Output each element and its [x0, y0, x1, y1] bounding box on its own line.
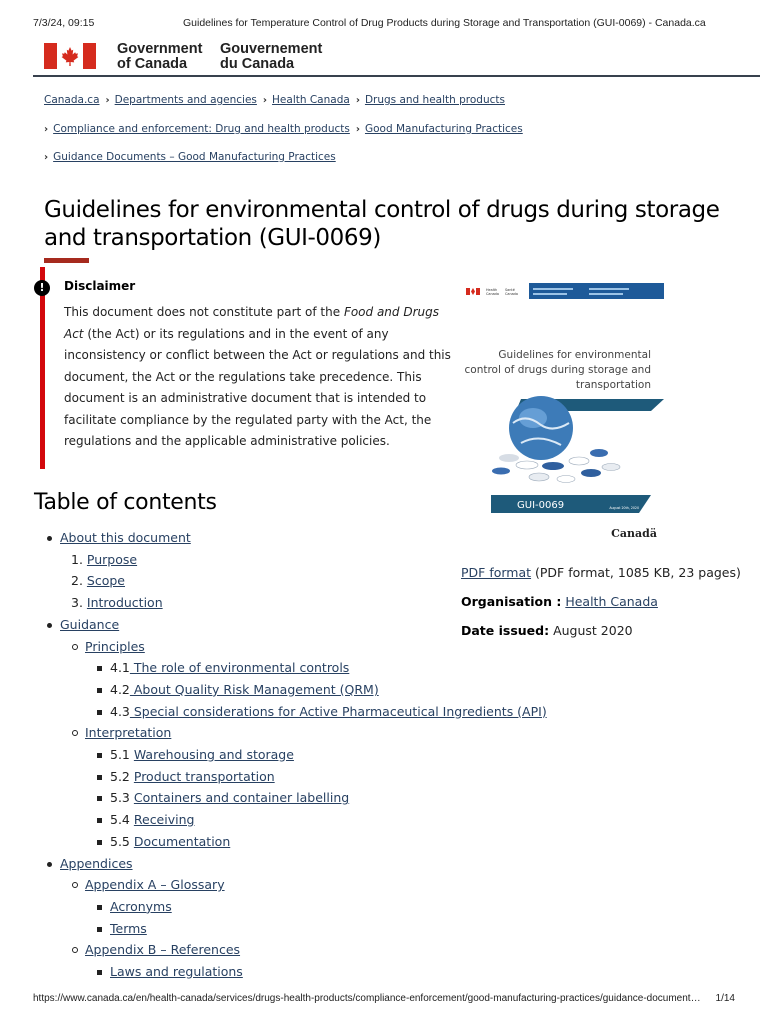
cover-date: August 20th, 2020	[609, 506, 639, 510]
date-issued-line	[461, 623, 633, 638]
goc-wordmark-en	[117, 42, 202, 72]
breadcrumb-canada-ca[interactable]: Canada.ca	[44, 94, 100, 106]
chevron-right-icon: ›	[105, 95, 110, 106]
disclaimer-text-end: (the Act) or its regulations and in the event of any inconsistency or conflict between the Act or regulations and this document, the Act or the regulations take precedence. This document is an administrative document that is intended to facilitate compliance by the regulated party with the Act, the regulations and the applicable administrative policies.	[64, 326, 451, 448]
toc-link[interactable]: Receiving	[133, 812, 195, 828]
bullet-circle-icon	[72, 730, 78, 736]
pdf-format-link[interactable]: PDF format	[461, 565, 532, 580]
toc-link[interactable]: Principles	[85, 638, 145, 654]
breadcrumb-departments[interactable]: Departments and agencies	[114, 94, 257, 106]
toc-link[interactable]: Containers and container labelling	[133, 790, 350, 806]
toc-item	[71, 595, 163, 610]
chevron-right-icon: ›	[262, 95, 268, 106]
toc-number: 1.	[71, 551, 83, 567]
toc-item	[110, 964, 243, 979]
toc-item	[85, 725, 171, 740]
toc-link[interactable]: Guidance	[60, 616, 120, 632]
organisation-link[interactable]: Health Canada	[565, 594, 658, 609]
goc-fr-line2: du Canada	[220, 56, 295, 72]
print-datetime: 7/3/24, 09:15	[33, 17, 95, 29]
bullet-disc-icon	[47, 536, 52, 541]
toc-item	[85, 639, 145, 654]
toc-link[interactable]: Appendix B – References	[85, 942, 241, 958]
toc-number: 4.2	[110, 681, 130, 697]
print-url: https://www.canada.ca/en/health-canada/services/drugs-health-products/compliance-enforcement/good-manufacturing-practices/guidance-document…	[33, 993, 701, 1004]
bullet-square-icon	[97, 796, 102, 801]
toc-number: 4.1	[110, 660, 130, 676]
bullet-disc-icon	[47, 862, 52, 867]
cover-dept-1: Health	[486, 288, 498, 292]
toc-link[interactable]: Introduction	[86, 595, 163, 611]
toc-link[interactable]: Documentation	[133, 833, 231, 849]
print-footer	[33, 993, 735, 1007]
toc-item	[110, 769, 275, 784]
breadcrumb-row-2	[44, 123, 523, 135]
breadcrumb-compliance[interactable]: Compliance and enforcement: Drug and health products	[53, 123, 350, 135]
breadcrumb-gmp[interactable]: Good Manufacturing Practices	[364, 123, 523, 135]
toc-item	[110, 747, 294, 762]
goc-en-line2: of Canada	[117, 56, 188, 72]
toc-link[interactable]: Special considerations for Active Pharmaceutical Ingredients (API)	[129, 703, 547, 719]
bullet-circle-icon	[72, 882, 78, 888]
bullet-square-icon	[97, 927, 102, 932]
toc-item	[60, 530, 191, 545]
toc-item	[85, 942, 240, 957]
act-name: Food and Drugs Act	[64, 305, 439, 341]
organisation-label: Organisation :	[461, 594, 562, 609]
goc-wordmark-fr	[220, 42, 322, 72]
toc-link[interactable]: Interpretation	[85, 725, 172, 741]
breadcrumb-guidance-documents[interactable]: Guidance Documents – Good Manufacturing Practices	[53, 151, 336, 163]
chevron-right-icon: ›	[355, 95, 360, 106]
toc-item	[60, 617, 119, 632]
toc-link[interactable]: About this document	[60, 530, 191, 545]
toc-item	[110, 682, 379, 697]
toc-number: 5.3	[110, 790, 130, 806]
chevron-right-icon: ›	[355, 124, 360, 135]
toc-item	[110, 812, 194, 827]
cover-code: GUI-0069	[517, 500, 565, 511]
page-title: Guidelines for environmental control of drugs during storage and transportation (GUI-0069)	[44, 197, 720, 251]
toc-item	[110, 660, 349, 675]
toc-link[interactable]: About Quality Risk Management (QRM)	[129, 681, 379, 697]
exclamation-icon: !	[34, 280, 50, 296]
disclaimer-heading: Disclaimer	[64, 279, 136, 293]
toc-link[interactable]: Terms	[110, 920, 147, 936]
cover-dept-2: Canada	[486, 292, 499, 296]
goc-fr-line1: Gouvernement	[220, 41, 323, 57]
toc-number: 2.	[71, 573, 83, 589]
pdf-format-line	[461, 565, 741, 580]
header-divider	[33, 75, 760, 77]
goc-en-line1: Government	[117, 41, 203, 57]
breadcrumb-row-3	[44, 151, 336, 163]
bullet-square-icon	[97, 666, 102, 671]
print-header	[33, 17, 735, 31]
canada-flag-icon	[44, 43, 96, 69]
toc-number: 5.4	[110, 812, 130, 828]
breadcrumb-health-canada[interactable]: Health Canada	[272, 94, 350, 106]
cover-title-line3: transportation	[575, 379, 651, 391]
cover-dept-4: Canada	[505, 292, 518, 296]
bullet-disc-icon	[47, 623, 52, 628]
bullet-square-icon	[97, 710, 102, 715]
bullet-square-icon	[97, 905, 102, 910]
bullet-square-icon	[97, 753, 102, 758]
bullet-square-icon	[97, 775, 102, 780]
breadcrumb-row-1	[44, 94, 505, 106]
toc-number: 4.3	[110, 703, 130, 719]
toc-item	[60, 856, 133, 871]
cover-dept-3: Santé	[505, 288, 515, 292]
toc-link[interactable]: Purpose	[86, 551, 138, 567]
bullet-square-icon	[97, 840, 102, 845]
document-cover-image	[461, 283, 664, 545]
toc-number: 5.5	[110, 833, 130, 849]
organisation-line	[461, 594, 658, 609]
toc-link[interactable]: The role of environmental controls	[129, 660, 350, 676]
toc-item	[110, 921, 147, 936]
toc-heading: Table of contents	[34, 490, 217, 515]
print-page-number: 1/14	[715, 993, 735, 1004]
print-doc-title: Guidelines for Temperature Control of Drug Products during Storage and Transportation (GUI-0069) - Canada.ca	[183, 17, 706, 29]
toc-number: 5.1	[110, 747, 130, 762]
toc-item	[110, 899, 172, 914]
chevron-right-icon: ›	[44, 152, 49, 163]
bullet-square-icon	[97, 688, 102, 693]
bullet-square-icon	[97, 818, 102, 823]
toc-link[interactable]: Laws and regulations	[110, 964, 243, 979]
toc-number: 3.	[71, 595, 83, 611]
toc-link[interactable]: Appendices	[60, 855, 133, 871]
toc-link[interactable]: Warehousing and storage	[133, 747, 294, 762]
cover-title-line1: Guidelines for environmental	[498, 349, 651, 361]
toc-number: 5.2	[110, 768, 130, 784]
toc-item	[85, 877, 225, 892]
bullet-square-icon	[97, 970, 102, 975]
toc-link[interactable]: Acronyms	[110, 898, 172, 914]
bullet-circle-icon	[72, 947, 78, 953]
cover-title-line2: control of drugs during storage and	[464, 364, 651, 376]
toc-link[interactable]: Appendix A – Glossary	[85, 877, 225, 893]
canada-wordmark: Canadä	[611, 527, 657, 540]
disclaimer-text-start: This document does not constitute part of the	[64, 305, 344, 319]
toc-item	[110, 834, 230, 849]
toc-link[interactable]: Scope	[86, 573, 126, 589]
date-issued-label: Date issued:	[461, 623, 550, 638]
toc-item	[110, 704, 547, 719]
chevron-right-icon: ›	[44, 124, 49, 135]
pdf-details: (PDF format, 1085 KB, 23 pages)	[531, 565, 741, 580]
disclaimer-text	[64, 302, 454, 453]
breadcrumb-drugs-health-products[interactable]: Drugs and health products	[364, 94, 505, 106]
title-underline	[44, 258, 89, 263]
toc-item	[71, 573, 125, 588]
toc-item	[110, 790, 349, 805]
toc-link[interactable]: Product transportation	[133, 768, 275, 784]
date-issued-value: August 2020	[549, 623, 633, 638]
bullet-circle-icon	[72, 644, 78, 650]
toc-item	[71, 552, 137, 567]
